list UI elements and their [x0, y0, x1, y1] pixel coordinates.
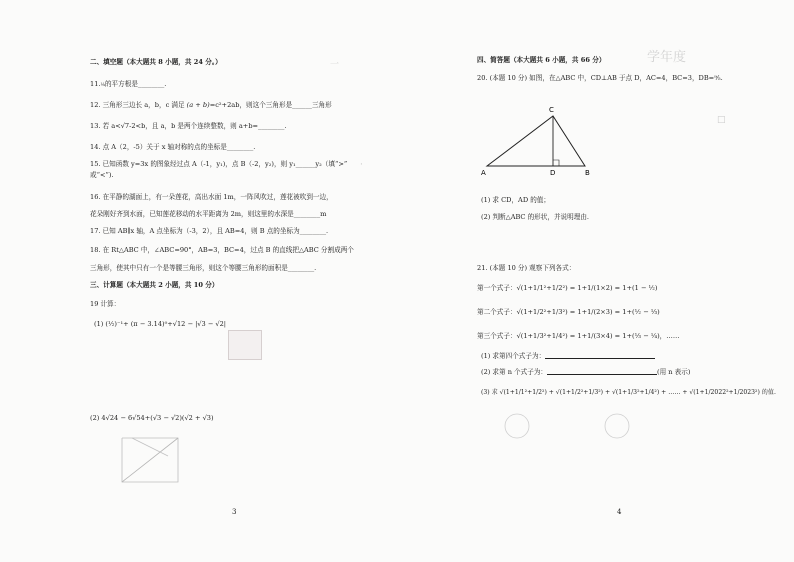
vertex-label-b: B	[585, 169, 590, 177]
question-20: 20. (本题 10 分) 如图，在△ABC 中，CD⊥AB 于点 D，AC=4，BC=3，DB=⁹⁄₅.	[477, 74, 723, 82]
question-19: 19 计算：	[90, 300, 121, 308]
answer-blank[interactable]	[545, 352, 655, 359]
question-15-cont: 或“<”).	[90, 171, 114, 179]
question-16: 16. 在平静的湖面上，有一朵莲花，高出水面 1m，一阵风吹过，莲花被吹到一边，	[90, 193, 333, 201]
question-16-cont: 花朵刚好齐到水面，已知莲花移动的水平距离为 2m，则这里的水深是________m	[90, 210, 327, 218]
question-19-part-2: (2) 4√24 − 6√54+(√3 − √2)(√2 + √3)	[90, 414, 214, 422]
section-2-title: 二、填空题（本大题共 8 小题，共 24 分。）	[90, 58, 222, 66]
question-18-cont: 三角形，使其中只有一个是等腰三角形，则这个等腰三角形的面积是________.	[90, 264, 317, 272]
question-18: 18. 在 Rt△ABC 中，∠ABC=90°，AB=3，BC=4，过点 B 的直线把△ABC 分割成两个	[90, 246, 354, 254]
formula: √(1+1/2²+1/3²) = 1+1/(2×3) = 1+(½ − ⅓)	[516, 308, 660, 316]
question-20-part-2: (2) 判断△ABC 的形状，并说明理由.	[481, 213, 590, 221]
question-text: 的平方根是________.	[104, 80, 167, 88]
question-13: 13. 若 a<√7-2<b，且 a，b 是两个连续整数，则 a+b=________.	[90, 122, 287, 130]
question-21: 21. (本题 10 分) 观察下列各式：	[477, 264, 576, 272]
question-15: 15. 已知函数 y=3x 的图象经过点 A（-1，y₁)，点 B（-2，y₂)，则 y₁______y₂（填“>”	[90, 160, 348, 168]
formula: √(1+1/1²+1/2²) = 1+1/(1×2) = 1+(1 − ½)	[516, 284, 658, 292]
question-21-part-3: (3) 求 √(1+1/1²+1/2²) + √(1+1/2²+1/3²) + √(1+1/3²+1/4²) + …… + √(1+1/2022²+1/2023²) 的值.	[481, 389, 776, 396]
formula-label: 第二个式子：	[477, 308, 517, 316]
formula-label: 第三个式子：	[477, 332, 517, 340]
fraction-1-9: ¹⁄₉	[100, 83, 105, 88]
part-text: (1) 求第四个式子为：	[481, 352, 546, 360]
part-text: (2) 求第 n 个式子为：	[481, 368, 548, 376]
question-14: 14. 点 A（2，-5）关于 x 轴对称的点的坐标是________.	[90, 143, 256, 151]
question-17: 17. 已知 AB∥x 轴，A 点坐标为（-3，2），且 AB=4，则 B 点的坐标为________.	[90, 227, 329, 235]
question-21-part-2	[481, 368, 690, 377]
answer-blank[interactable]	[547, 368, 657, 375]
page-number: 4	[617, 508, 622, 516]
exam-page-right	[397, 0, 794, 562]
question-21-formula-2	[477, 308, 660, 317]
bleed-through-header: 学年度	[647, 50, 687, 65]
bleed-through-sketch	[118, 430, 188, 490]
formula: √(1+1/3²+1/4²) = 1+1/(3×4) = 1+(⅓ − ¼)，……	[516, 332, 680, 340]
bleed-through-sketch	[497, 410, 647, 444]
section-3-title: 三、计算题（本大题共 2 小题，共 10 分）	[90, 281, 219, 289]
question-21-part-1	[481, 352, 655, 361]
question-text: =c²+2ab，则这个三角形是______三角形	[209, 101, 332, 109]
bleed-through-mark: ·	[360, 160, 363, 170]
formula-label: 第一个式子：	[477, 284, 517, 292]
page-number: 3	[232, 508, 237, 516]
bleed-through-mark: 一	[330, 60, 340, 70]
question-19-part-1: (1) (½)⁻¹+ (π − 3.14)⁰+√12 − |√3 − √2|	[94, 320, 227, 328]
question-11	[90, 80, 166, 90]
question-12	[90, 101, 332, 110]
question-number: 11.	[90, 80, 101, 88]
vertex-label-c: C	[549, 106, 554, 114]
vertex-label-a: A	[481, 169, 486, 177]
section-4-title: 四、简答题（本大题共 6 小题，共 66 分）	[477, 56, 606, 64]
question-21-formula-3	[477, 332, 679, 341]
faded-stamp	[228, 330, 262, 360]
question-21-formula-1	[477, 284, 657, 293]
triangle-figure	[479, 102, 599, 178]
part-text: (用 n 表示)	[657, 368, 691, 376]
bleed-through-mark: □	[717, 115, 726, 125]
foot-label-d: D	[550, 169, 556, 177]
formula: (a + b)	[186, 101, 210, 109]
question-20-part-1: (1) 求 CD，AD 的值；	[481, 196, 550, 204]
question-text: 12. 三角形三边长 a，b，c 满足	[90, 101, 185, 109]
